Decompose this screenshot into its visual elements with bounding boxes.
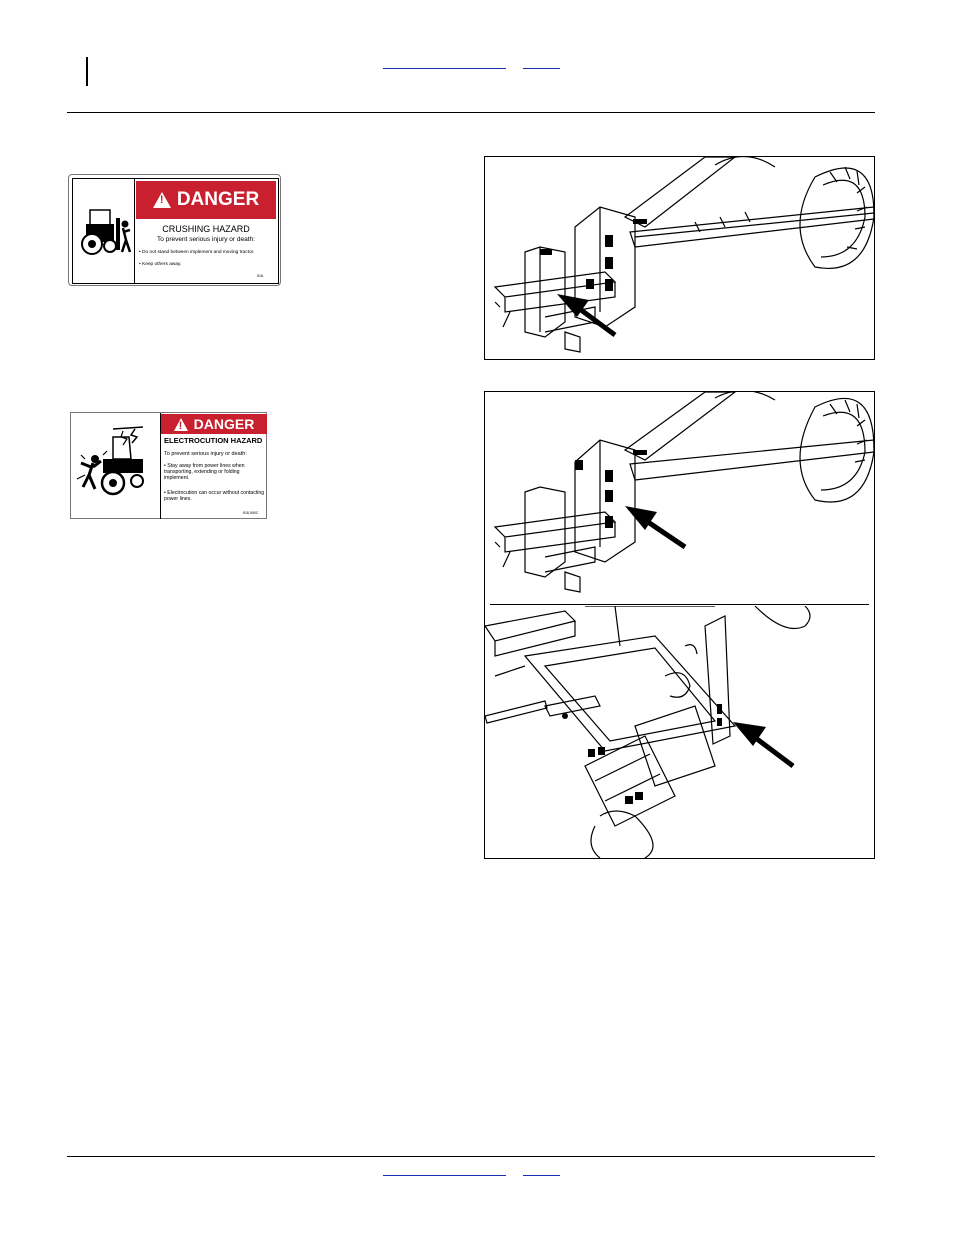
warning-triangle-icon-2 — [174, 418, 188, 431]
electrocution-hazard-intro: To prevent serious injury or death: — [164, 451, 247, 457]
arrow-icon — [557, 294, 615, 335]
footer-link-left[interactable] — [383, 1175, 506, 1176]
crushing-hazard-decal — [68, 174, 281, 286]
tractor-crush-pictogram-icon — [74, 180, 134, 280]
electrocution-part-number: 818-590C — [243, 511, 259, 515]
electrocution-bullet-2: • Electrocution can occur without contacting power lines. — [164, 490, 265, 502]
crushing-danger-header — [136, 181, 276, 219]
header-link-right[interactable] — [523, 68, 560, 69]
footer-link-right[interactable] — [523, 1175, 560, 1176]
electrocution-danger-header — [161, 414, 267, 434]
electrocution-hazard-decal — [70, 412, 267, 519]
header-link-left[interactable] — [383, 68, 506, 69]
center-section-decal-location-figure — [485, 606, 874, 858]
crushing-hazard-intro: To prevent serious injury or death: — [157, 236, 255, 243]
crushing-hazard-title: CRUSHING HAZARD — [162, 224, 250, 234]
crushing-bullet-2: • Keep others away. — [139, 262, 182, 267]
electrocution-bullet-1: • Stay away from power lines when transporting, extending or folding implement. — [164, 463, 245, 481]
figure-panel-divider — [490, 604, 869, 605]
hitch-and-center-decal-figure — [484, 391, 875, 859]
hitch-decal-location-figure-2 — [485, 392, 874, 602]
crushing-signal-word: DANGER — [176, 189, 260, 210]
electrocution-signal-word: DANGER — [193, 416, 255, 432]
crushing-bullet-1: • Do not stand between implement and moving tractor. — [139, 250, 255, 255]
crushing-part-number: 818- — [257, 274, 265, 278]
header-rule — [67, 112, 875, 113]
warning-triangle-icon — [153, 192, 171, 208]
arrow-icon — [625, 506, 685, 547]
header-margin-bar — [86, 57, 88, 86]
electrocution-pictogram-icon — [73, 415, 159, 517]
hitch-decal-location-figure — [484, 156, 875, 360]
electrocution-hazard-title: ELECTROCUTION HAZARD — [164, 436, 263, 445]
arrow-icon — [733, 722, 793, 766]
footer-rule — [67, 1156, 875, 1157]
